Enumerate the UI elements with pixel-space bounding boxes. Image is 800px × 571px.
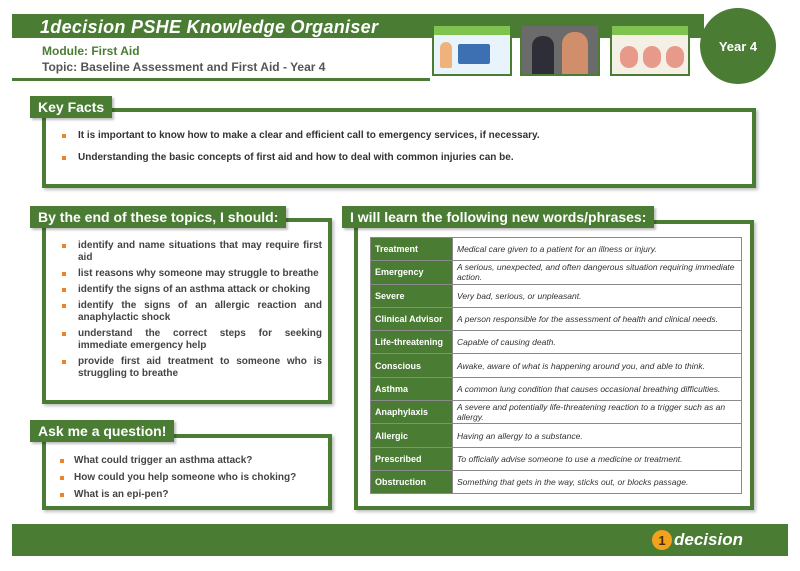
term-cell: Conscious — [371, 354, 453, 377]
list-item: What is an epi-pen? — [58, 489, 328, 501]
definition-cell: Having an allergy to a substance. — [453, 424, 742, 447]
term-cell: Emergency — [371, 261, 453, 284]
lung-icon — [643, 46, 661, 68]
key-facts-heading: Key Facts — [30, 96, 112, 118]
logo-mark-icon: 1 — [652, 530, 672, 550]
list-item: provide first aid treatment to someone who is struggling to breathe — [60, 356, 322, 380]
table-row — [371, 470, 742, 493]
term-cell: Clinical Advisor — [371, 307, 453, 330]
term-cell: Allergic — [371, 424, 453, 447]
table-row — [371, 377, 742, 400]
list-item: Understanding the basic concepts of first aid and how to deal with common injuries can be. — [60, 152, 740, 163]
list-item: identify the signs of an asthma attack or choking — [60, 284, 322, 296]
photo-thumbnail-image — [520, 24, 600, 76]
table-row — [371, 307, 742, 330]
term-cell: Obstruction — [371, 470, 453, 493]
header-divider — [12, 78, 430, 81]
list-item: identify the signs of an allergic reaction and anaphylactic shock — [60, 300, 322, 324]
table-row — [371, 447, 742, 470]
thumbnail-banner — [434, 26, 510, 35]
child-figure-icon — [440, 42, 452, 68]
table-row — [371, 354, 742, 377]
thumbnail-banner — [612, 26, 688, 35]
term-cell: Anaphylaxis — [371, 401, 453, 424]
module-label: Module: First Aid — [42, 44, 140, 58]
table-row — [371, 331, 742, 354]
table-row — [371, 284, 742, 307]
table-row — [371, 238, 742, 261]
list-item: What could trigger an asthma attack? — [58, 455, 328, 467]
list-item: It is important to know how to make a clear and efficient call to emergency services, if necessary. — [60, 130, 740, 141]
key-facts-list — [60, 130, 740, 174]
year-badge: Year 4 — [700, 8, 776, 84]
lung-icon — [666, 46, 684, 68]
term-cell: Prescribed — [371, 447, 453, 470]
term-cell: Life-threatening — [371, 331, 453, 354]
questions-heading: Ask me a question! — [30, 420, 174, 442]
brand-logo — [652, 527, 743, 553]
objectives-heading: By the end of these topics, I should: — [30, 206, 286, 228]
vocabulary-heading: I will learn the following new words/phrases: — [342, 206, 654, 228]
questions-list — [58, 455, 328, 506]
definition-cell: A severe and potentially life-threatening reaction to a trigger such as an allergy. — [453, 401, 742, 424]
activity-thumbnail-image — [432, 24, 512, 76]
definition-cell: A common lung condition that causes occasional breathing difficulties. — [453, 377, 742, 400]
vocabulary-table — [370, 237, 742, 494]
term-cell: Asthma — [371, 377, 453, 400]
list-item: How could you help someone who is choking? — [58, 472, 328, 484]
definition-cell: Capable of causing death. — [453, 331, 742, 354]
person-figure-icon — [532, 36, 554, 76]
topic-label: Topic: Baseline Assessment and First Aid - Year 4 — [42, 60, 326, 74]
definition-cell: To officially advise someone to use a medicine or treatment. — [453, 447, 742, 470]
list-item: identify and name situations that may require first aid — [60, 240, 322, 264]
definition-cell: A serious, unexpected, and often dangerous situation requiring immediate action. — [453, 261, 742, 284]
definition-cell: A person responsible for the assessment of health and clinical needs. — [453, 307, 742, 330]
definition-cell: Awake, aware of what is happening around you, and able to think. — [453, 354, 742, 377]
discussion-thumbnail-image — [610, 24, 690, 76]
list-item: list reasons why someone may struggle to breathe — [60, 268, 322, 280]
term-cell: Severe — [371, 284, 453, 307]
definition-cell: Something that gets in the way, sticks out, or blocks passage. — [453, 470, 742, 493]
table-row — [371, 401, 742, 424]
definition-cell: Medical care given to a patient for an illness or injury. — [453, 238, 742, 261]
table-row — [371, 261, 742, 284]
term-cell: Treatment — [371, 238, 453, 261]
logo-text: decision — [674, 530, 743, 549]
lung-icon — [620, 46, 638, 68]
book-icon — [458, 44, 490, 64]
list-item: understand the correct steps for seeking immediate emergency help — [60, 328, 322, 352]
page-title: 1decision PSHE Knowledge Organiser — [40, 17, 379, 37]
person-figure-icon — [562, 32, 588, 76]
table-row — [371, 424, 742, 447]
objectives-list — [60, 240, 322, 384]
definition-cell: Very bad, serious, or unpleasant. — [453, 284, 742, 307]
